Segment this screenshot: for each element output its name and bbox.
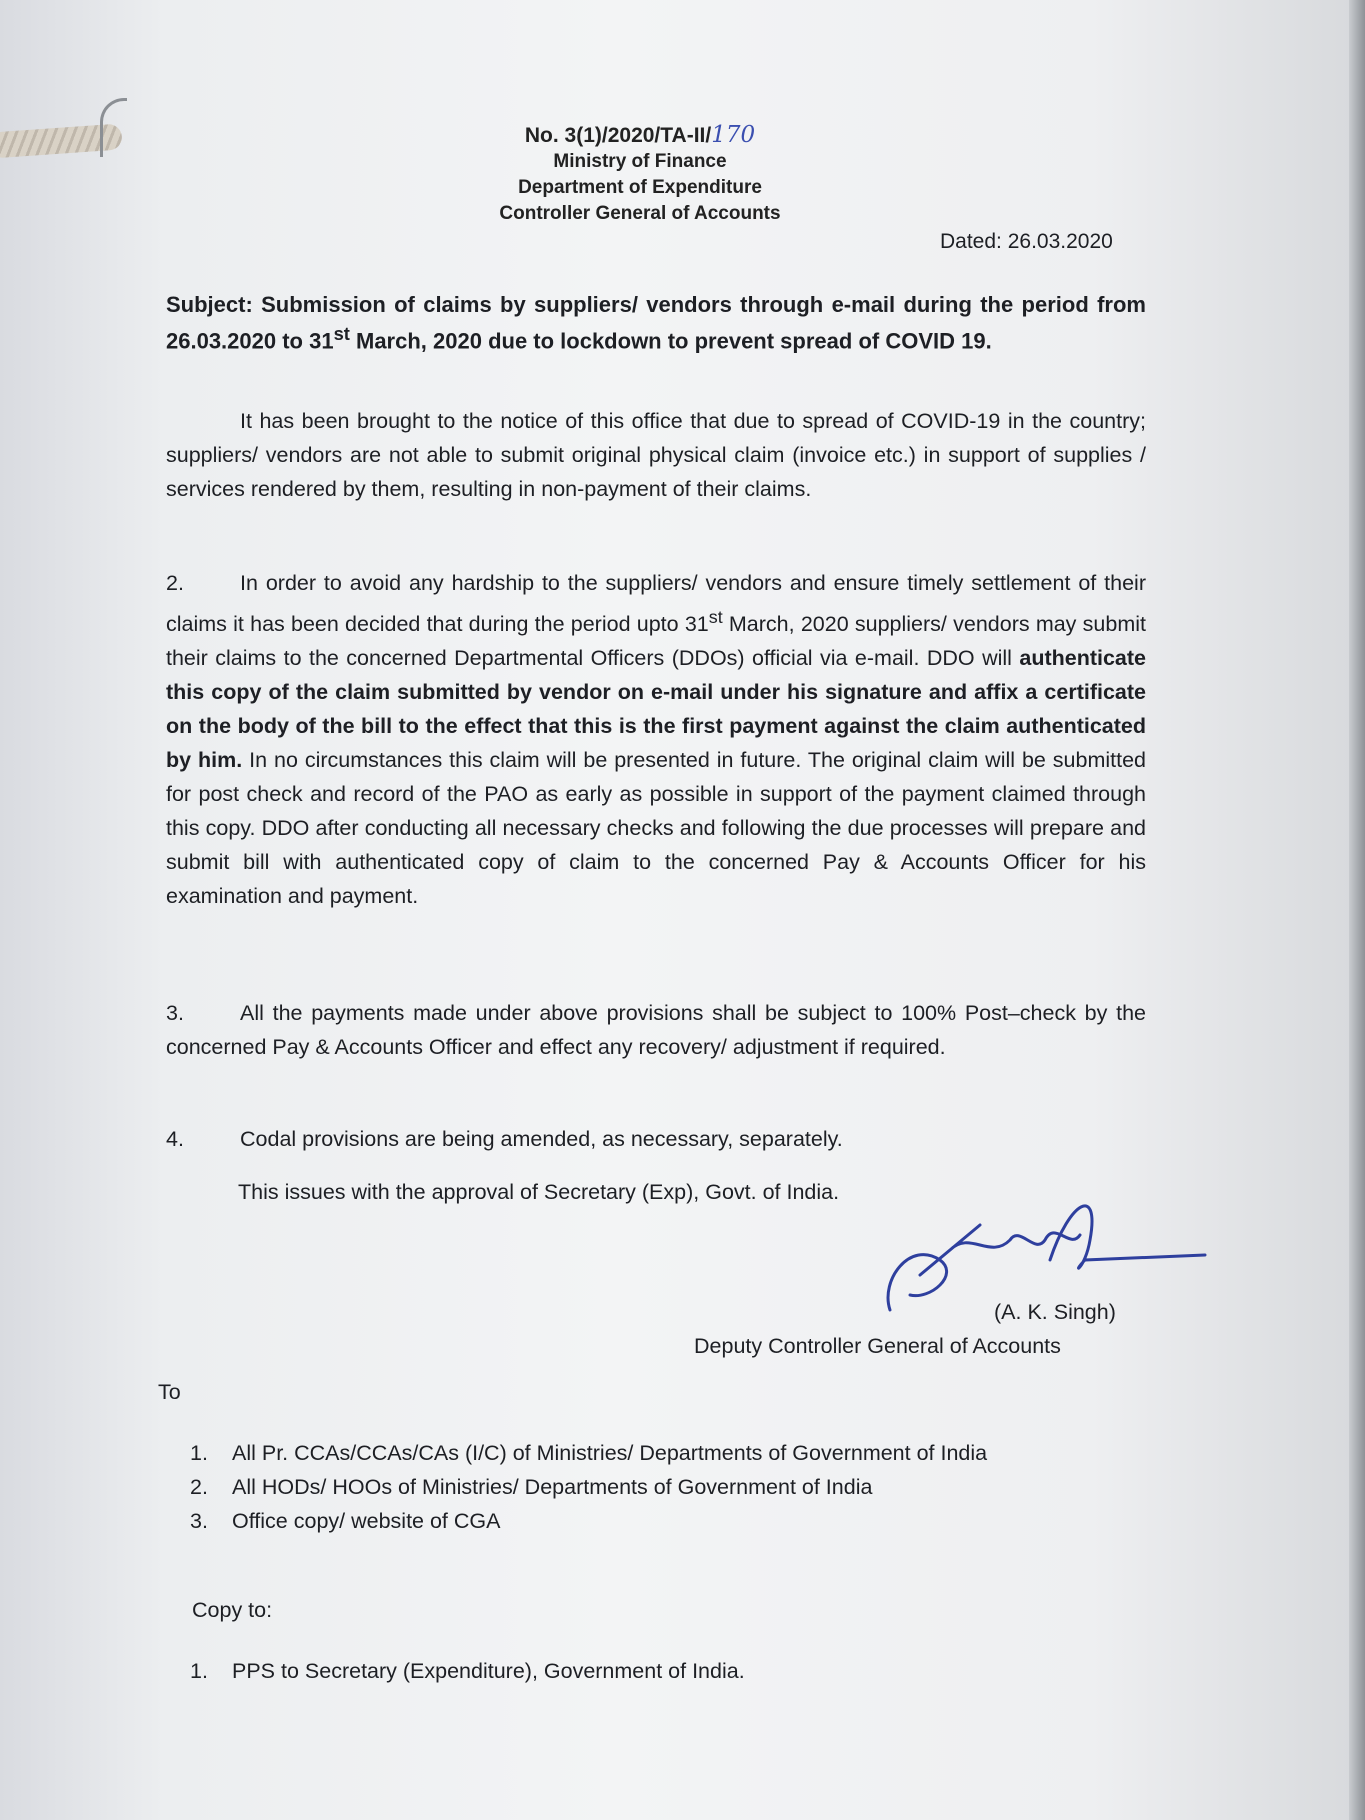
department: Department of Expenditure (518, 177, 762, 198)
date-line: Dated: 26.03.2020 (940, 230, 1113, 253)
handwritten-number: 170 (711, 122, 756, 148)
file-number: No. 3(1)/2020/TA-II/170 (524, 122, 756, 148)
paragraph-1: It has been brought to the notice of this office that due to spread of COVID-19 in the country; suppliers/ vendors are not able to submit original physical claim (invoice etc.) in support of supplies / services rendered by them, resulting in non-payment of their claims. (166, 409, 1146, 501)
list-item: 2. All HODs/ HOOs of Ministries/ Departments of Government of India (190, 1475, 873, 1499)
recipient-list (190, 1438, 1140, 1536)
paragraph-4: 4. Codal provisions are being amended, as necessary, separately. (166, 1122, 1146, 1156)
paragraph-number: 4. (166, 1127, 184, 1151)
page-edge-shadow (1349, 0, 1365, 1820)
list-item: 1. PPS to Secretary (Expenditure), Government of India. (190, 1659, 745, 1683)
list-item: 3. Office copy/ website of CGA (190, 1509, 501, 1533)
binding-loop (100, 98, 127, 157)
paragraph-number: 2. (166, 571, 184, 595)
subject-line: Subject: Submission of claims by suppliers/ vendors through e-mail during the period from 26.03.2020 to 31st March, 2020 due to lockdown to prevent spread of COVID 19. (166, 292, 1146, 354)
signatory-designation: Deputy Controller General of Accounts (694, 1334, 1061, 1358)
paragraph-2: 2. In order to avoid any hardship to the suppliers/ vendors and ensure timely settlement of their claims it has been decided that during the period upto 31st March, 2020 suppliers/ vendors may submit their claims to the concerned Departmental Officers (DDOs) official via e-mail. DDO will authenticate this copy of the claim submitted by vendor on e-mail under his signature and affix a certificate on the body of the bill to the effect that this is the first payment against the claim authenticated by him. In no circumstances this claim will be presented in future. The original claim will be submitted for post check and record of the PAO as early as possible in support of the payment claimed through this copy. DDO after conducting all necessary checks and following the due processes will prepare and submit bill with authenticated copy of claim to the concerned Pay & Accounts Officer for his examination and payment. (166, 566, 1146, 913)
letter-header (440, 122, 840, 227)
signatory-name: (A. K. Singh) (994, 1300, 1116, 1324)
list-item: 1. All Pr. CCAs/CCAs/CAs (I/C) of Ministries/ Departments of Government of India (190, 1441, 988, 1465)
bold-instruction: authenticate this copy of the claim submitted by vendor on e-mail under his signature and affix a certificate on the body of the bill to the effect that this is the first payment against the claim authenticated by him. (166, 646, 1146, 773)
approval-line: This issues with the approval of Secretary (Exp), Govt. of India. (238, 1180, 840, 1204)
office: Controller General of Accounts (499, 203, 781, 224)
copy-list (190, 1656, 1140, 1686)
copy-to-label: Copy to: (192, 1598, 273, 1622)
paragraph-number: 3. (166, 1001, 184, 1025)
paragraph-3: 3. All the payments made under above provisions shall be subject to 100% Post–check by the concerned Pay & Accounts Officer and effect any recovery/ adjustment if required. (166, 996, 1146, 1064)
ministry: Ministry of Finance (553, 151, 727, 172)
to-label: To (158, 1380, 181, 1404)
